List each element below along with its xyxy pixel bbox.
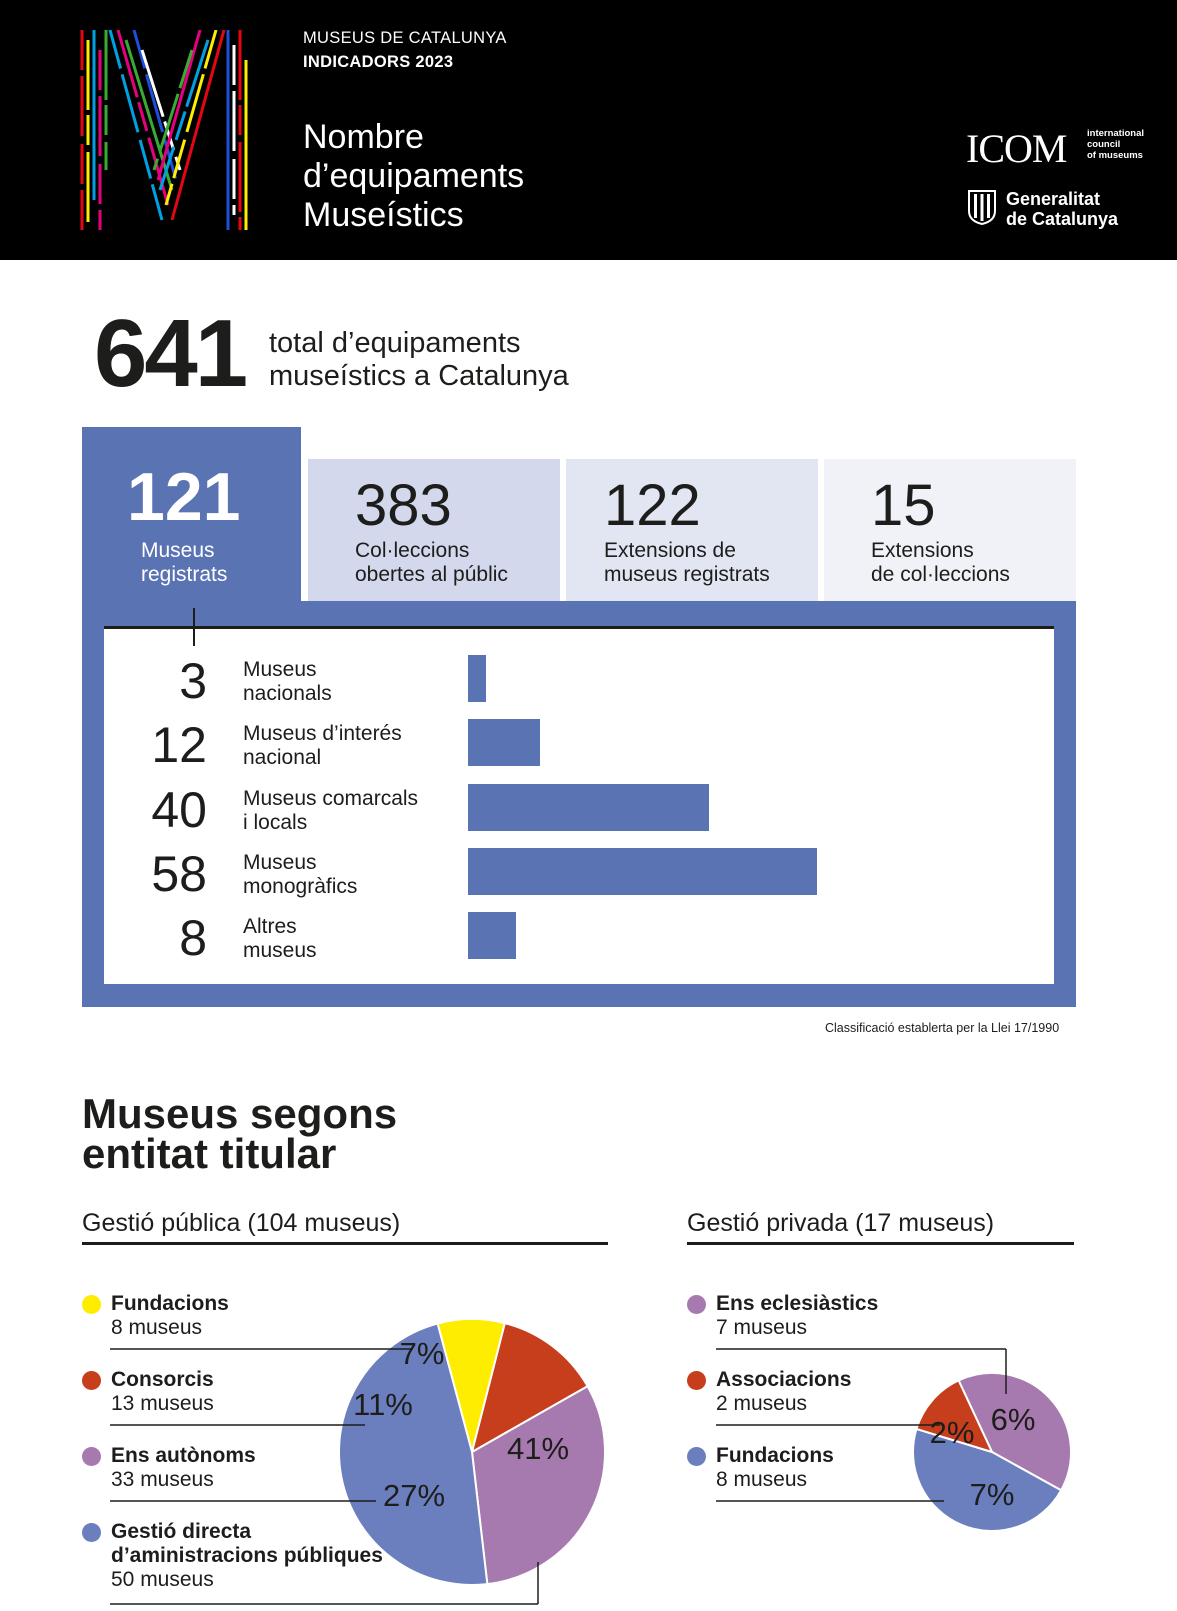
legend-count: 8 museus bbox=[111, 1316, 203, 1339]
legend-swatch bbox=[82, 1295, 101, 1314]
tab-label bbox=[871, 539, 1010, 587]
tab-label bbox=[604, 539, 770, 587]
legend-count: 50 museus bbox=[111, 1568, 214, 1591]
org-line: MUSEUS DE CATALUNYA bbox=[303, 29, 507, 47]
title-line: d’equipaments bbox=[303, 157, 525, 195]
bar-category-line: museus bbox=[243, 939, 317, 963]
gen-line: Generalitat bbox=[1006, 189, 1101, 209]
legend-swatch bbox=[82, 1447, 101, 1466]
legend-swatch bbox=[687, 1371, 706, 1390]
public-heading-rule bbox=[82, 1242, 608, 1245]
tab-label-line: Extensions de bbox=[604, 539, 736, 562]
tab-number: 15 bbox=[871, 473, 936, 538]
tab-colleccions-obertes bbox=[308, 459, 560, 601]
icom-sub-line: international bbox=[1087, 128, 1145, 139]
generalitat-logo-text bbox=[1006, 189, 1118, 229]
bar-category-label bbox=[243, 722, 453, 770]
section-title: Museus segons entitat titular bbox=[82, 1090, 398, 1177]
tab-extensions-colleccions bbox=[824, 459, 1076, 601]
bar-category-label bbox=[243, 787, 453, 835]
bar-category-line: i locals bbox=[243, 810, 308, 834]
bar bbox=[468, 784, 709, 831]
page-title bbox=[303, 118, 623, 235]
icom-subtitle bbox=[1087, 128, 1177, 161]
bar-category-line: Museus bbox=[243, 658, 317, 681]
tab-label-line: de col·leccions bbox=[871, 563, 1010, 586]
museus-m-logo bbox=[80, 30, 255, 230]
icom-logo: ICOM bbox=[966, 126, 1067, 171]
bar-value-label: 8 bbox=[179, 910, 207, 967]
tab-label-line: registrats bbox=[141, 563, 228, 586]
gen-line: de Catalunya bbox=[1006, 209, 1119, 229]
legend-swatch bbox=[687, 1295, 706, 1314]
bar-category-line: Museus bbox=[243, 850, 317, 874]
legend-count: 33 museus bbox=[111, 1468, 214, 1491]
legend-swatch bbox=[82, 1371, 101, 1390]
legend-count: 2 museus bbox=[716, 1392, 808, 1415]
pie-percent-label: 6% bbox=[990, 1402, 1036, 1437]
legend-swatch bbox=[82, 1523, 101, 1542]
bar-category-label bbox=[243, 915, 453, 963]
legend-count: 13 museus bbox=[111, 1392, 214, 1415]
legend-swatch bbox=[687, 1447, 706, 1466]
bar-category-label bbox=[243, 658, 453, 706]
legend-count: 7 museus bbox=[716, 1316, 808, 1339]
bar-category-label bbox=[243, 851, 453, 899]
bar bbox=[468, 719, 540, 766]
bar-category-line: Museus comarcals bbox=[243, 786, 419, 810]
bar bbox=[468, 655, 486, 702]
pie-percent-label: 7% bbox=[969, 1477, 1015, 1512]
bar-category-line: Museus d’interés bbox=[243, 722, 402, 746]
connector-line bbox=[193, 608, 195, 646]
tab-label-line: Museus bbox=[141, 539, 215, 562]
tab-label-line: Col·leccions bbox=[355, 539, 470, 562]
bar-category-line: monogràfics bbox=[243, 874, 358, 898]
pie-percent-label: 27% bbox=[382, 1478, 446, 1513]
tab-label-line: obertes al públic bbox=[355, 563, 508, 586]
title-line: Nombre bbox=[303, 118, 424, 156]
generalitat-emblem-icon bbox=[966, 187, 998, 225]
bar-value-label: 40 bbox=[151, 781, 207, 838]
tab-label-line: Extensions bbox=[871, 539, 974, 562]
tab-label-line: museus registrats bbox=[604, 563, 770, 586]
tab-extensions-museus bbox=[566, 459, 818, 601]
legend-name: Associacions bbox=[716, 1368, 852, 1391]
bar-value-label: 58 bbox=[151, 845, 207, 902]
legend-name: Consorcis bbox=[111, 1368, 214, 1391]
bar bbox=[468, 848, 817, 895]
classification-note: Classificació establerta per la Llei 17/1990 bbox=[825, 1021, 1060, 1035]
bar-category-line: nacional bbox=[243, 746, 322, 770]
tab-label bbox=[141, 539, 227, 587]
tab-number: 122 bbox=[604, 473, 701, 538]
legend-name: d’aministracions públiques bbox=[111, 1544, 383, 1567]
private-heading-rule bbox=[687, 1242, 1074, 1245]
bar-value-label: 12 bbox=[151, 717, 207, 774]
bar-category-line: Altres bbox=[243, 915, 297, 939]
total-label: total d’equipaments museístics a Catalunya bbox=[269, 327, 569, 392]
icom-sub-line: council bbox=[1087, 139, 1121, 150]
legend-count: 8 museus bbox=[716, 1468, 808, 1491]
legend-name: Ens autònoms bbox=[111, 1444, 256, 1467]
tab-label bbox=[355, 539, 508, 587]
bar-value-label: 3 bbox=[179, 653, 207, 709]
tab-museus-registrats bbox=[82, 427, 301, 607]
private-management-heading: Gestió privada (17 museus) bbox=[687, 1209, 995, 1237]
legend-name: Ens eclesiàstics bbox=[716, 1292, 879, 1315]
public-management-heading: Gestió pública (104 museus) bbox=[82, 1209, 401, 1237]
icom-sub-line: of museums bbox=[1087, 150, 1143, 161]
pie-percent-label: 11% bbox=[353, 1387, 413, 1422]
logo-stripe bbox=[110, 30, 162, 220]
total-number: 641 bbox=[94, 300, 246, 407]
tab-number: 383 bbox=[355, 473, 452, 538]
legend-name: Gestió directa bbox=[111, 1520, 252, 1543]
report-line: INDICADORS 2023 bbox=[303, 53, 454, 71]
bar-category-line: nacionals bbox=[243, 682, 332, 705]
pie-percent-label: 7% bbox=[399, 1336, 445, 1371]
title-line: Museístics bbox=[303, 196, 464, 234]
bar bbox=[468, 912, 516, 959]
legend-name: Fundacions bbox=[111, 1292, 229, 1315]
pie-percent-label: 41% bbox=[506, 1431, 570, 1466]
tab-number: 121 bbox=[127, 459, 241, 535]
legend-name: Fundacions bbox=[716, 1444, 834, 1467]
pie-percent-label: 2% bbox=[929, 1415, 975, 1450]
